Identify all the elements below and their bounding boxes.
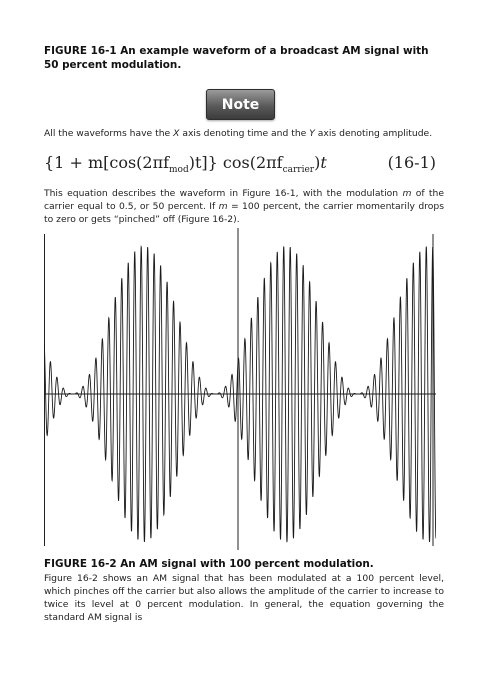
- paragraph-2: Figure 16-2 shows an AM signal that has been modulated at a 100 percent level, which pinches off the carrier but also allows the amplitude of the carrier to increase to twice its level at 0 percent modulation. In general, the equation governing the standard AM signal is: [44, 573, 444, 623]
- figure-16-1-caption: FIGURE 16-1 An example waveform of a broadcast AM signal with 50 percent modulation.: [44, 45, 429, 71]
- paragraph-1: This equation describes the waveform in Figure 16-1, with the modulation m of the carrier equal to 0.5, or 50 percent. If m = 100 percent, the carrier momentarily drops to zero or gets “pinched” off (Figure 16-2).: [44, 188, 444, 225]
- note-text: All the waveforms have the X axis denoting time and the Y axis denoting amplitude.: [44, 128, 433, 139]
- x-axis-variable: X: [173, 128, 180, 139]
- equation-16-1: [44, 151, 436, 177]
- note-badge: [206, 89, 275, 120]
- note-badge-label: Note: [221, 96, 260, 113]
- figure-16-2-caption: FIGURE 16-2 An AM signal with 100 percent modulation.: [44, 558, 374, 570]
- y-axis-variable: Y: [309, 128, 315, 139]
- equation-number: (16-1): [387, 153, 436, 172]
- figure-16-2-waveform: [44, 228, 436, 550]
- equation-body: $\{1 + m[\cos(2\pi f_{mod})t]\}$ $\cos(2\pi f_{carrier})t$: [44, 153, 327, 176]
